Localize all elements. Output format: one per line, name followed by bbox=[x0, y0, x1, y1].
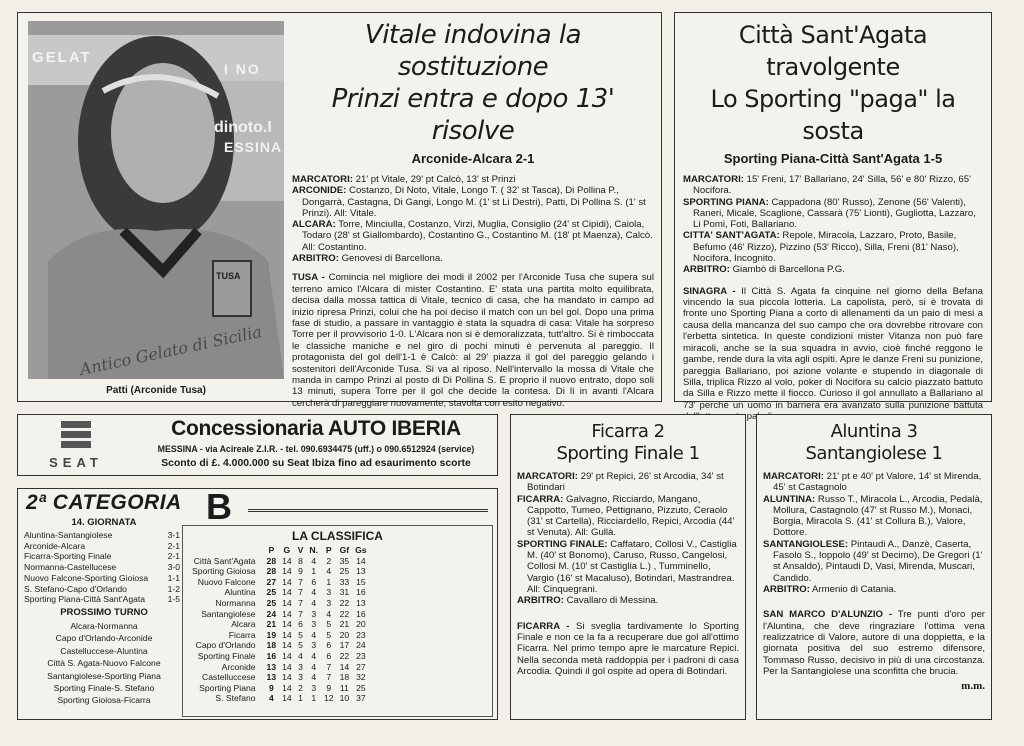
standings-value: 19 bbox=[266, 629, 277, 640]
lineup-label: ARBITRO: bbox=[763, 583, 810, 595]
lineup-label: ARBITRO: bbox=[517, 595, 564, 607]
result-score: 3-1 bbox=[167, 530, 180, 540]
standings-value: 4 bbox=[311, 587, 317, 598]
standings-value: 15 bbox=[356, 576, 366, 587]
standings-value: 2 bbox=[326, 555, 332, 566]
article-body bbox=[517, 621, 739, 678]
standings-team: Nuovo Falcone bbox=[197, 576, 256, 587]
lineup-text: 29' pt Repici, 26' st Arcodia, 34' st Botindari bbox=[527, 471, 724, 494]
standings-value: 7 bbox=[298, 576, 303, 587]
standings-value: 16 bbox=[266, 650, 277, 661]
standings-value: 22 bbox=[339, 650, 350, 661]
standings-value: 7 bbox=[298, 587, 303, 598]
seat-logo-text: SEAT bbox=[49, 455, 103, 470]
lineup-label: ARCONIDE: bbox=[292, 185, 347, 197]
standings-value: 24 bbox=[356, 640, 366, 651]
standings-value: 9 bbox=[326, 682, 332, 693]
lineup-label: SPORTING FINALE: bbox=[517, 538, 608, 550]
result-match: S. Stefano-Capo d'Orlando bbox=[24, 583, 127, 594]
standings-value: 14 bbox=[282, 693, 292, 704]
result-row bbox=[24, 584, 180, 595]
lineup-line bbox=[292, 219, 654, 253]
standings-value: 27 bbox=[356, 661, 366, 672]
standings-value: 14 bbox=[356, 555, 366, 566]
result-row bbox=[24, 594, 180, 605]
lineup-line bbox=[292, 174, 654, 185]
next-round-match: Sporting Gioiosa-Ficarra bbox=[57, 695, 151, 706]
article-body bbox=[683, 286, 983, 423]
standings-row bbox=[189, 640, 370, 651]
lineup-text: 21' pt e 40' pt Valore, 14' st Mirenda, 45' st Castagnolo bbox=[773, 471, 982, 494]
standings-value: 14 bbox=[282, 587, 292, 598]
categoria-b-panel bbox=[17, 488, 498, 720]
standings-value: 4 bbox=[326, 608, 332, 619]
standings-value: 14 bbox=[282, 629, 292, 640]
standings-value: 14 bbox=[282, 555, 292, 566]
standings-value: 21 bbox=[339, 619, 350, 630]
dateline: FICARRA - bbox=[517, 620, 570, 632]
lineup-text: Cappadona (80' Russo), Zenone (56' Valenti), Raneri, Micale, Scaglione, Cassarà (75' Lionti), Gugliotta, Lazzaro, Li Pomi, Foti, Ballariano. bbox=[693, 196, 976, 231]
lineup-line bbox=[763, 494, 985, 539]
standings-team: Sporting Gioiosa bbox=[192, 566, 256, 577]
article-body bbox=[763, 609, 985, 677]
standings-value: 13 bbox=[266, 672, 277, 683]
standings-value: 13 bbox=[356, 597, 366, 608]
standings-team: Ficarra bbox=[228, 629, 256, 640]
lineup-label: MARCATORI: bbox=[763, 471, 824, 482]
lineup-label: ARBITRO: bbox=[683, 264, 730, 276]
standings-value: 18 bbox=[339, 672, 350, 683]
standings-row bbox=[189, 672, 370, 683]
standings-row bbox=[189, 651, 370, 662]
lineup-label: MARCATORI: bbox=[517, 471, 578, 482]
lineup-text: Armenio di Catania. bbox=[809, 583, 897, 595]
photo-text-top: GELAT bbox=[32, 49, 92, 66]
standings-row bbox=[189, 609, 370, 620]
article-body bbox=[292, 272, 654, 409]
result-match: Sporting Piana-Città Sant'Agata bbox=[24, 594, 146, 605]
dateline: SAN MARCO D'ALUNZIO - bbox=[763, 609, 893, 621]
standings-value: 31 bbox=[339, 587, 350, 598]
standings-value: 11 bbox=[339, 682, 349, 693]
lineup-label: SPORTING PIANA: bbox=[683, 196, 769, 208]
lineup-label: ALCARA: bbox=[292, 219, 336, 231]
result-row bbox=[24, 541, 180, 552]
standings-value: 6 bbox=[311, 576, 317, 587]
advertisement-auto-iberia bbox=[17, 414, 498, 476]
standings-team: Normanna bbox=[215, 597, 256, 608]
standings-value: 3 bbox=[311, 619, 317, 630]
lineup-text: Pintaudi A., Danzè, Caserta, Fasolo S., Ioppolo (49' st Decimo), De Gregori (1' st Ansaldo), Pintaudi D, Vasi, Mirenda, Muscari, Candido. bbox=[773, 538, 983, 584]
categoria-letter: B bbox=[206, 486, 232, 527]
standings-value: 3 bbox=[326, 597, 332, 608]
standings-value: 4 bbox=[268, 693, 274, 704]
standings-value: 28 bbox=[266, 555, 277, 566]
standings-value: 22 bbox=[339, 597, 350, 608]
photo-text-top-right: I NO bbox=[224, 61, 261, 77]
standings-value: 18 bbox=[266, 640, 277, 651]
body-text: Tre punti d'oro per l'Aluntina, che deve ringraziare l'ottima vena realizzatrice di Valore, autore di una doppietta, e la giornata positiva del suo estremo difensore, Tommaso Russo, decisivo in più di una circostanza. Per la Santangiolese una sconfitta che brucia. bbox=[763, 609, 985, 678]
headline-line1: Aluntina 3 bbox=[830, 421, 918, 442]
body-text: Si sveglia tardivamente lo Sporting Finale e non ce la fa a recuperare due gol all'ottimo Ficarra. Nel primo tempo apre le marcature Repici. Nella seconda metà raddoppia per i padroni di casa Arcodia. Quindi il gol ospite ad opera di Botindari. bbox=[517, 620, 739, 678]
standings-value: 4 bbox=[311, 629, 317, 640]
lineup-block bbox=[683, 174, 983, 276]
standings-row bbox=[189, 598, 370, 609]
standings-value: 4 bbox=[311, 661, 317, 672]
standings-value: 5 bbox=[298, 629, 303, 640]
standings-value: 14 bbox=[282, 619, 292, 630]
standings-value: 10 bbox=[339, 693, 350, 704]
standings-value: 13 bbox=[356, 566, 366, 577]
standings-row bbox=[189, 566, 370, 577]
standings-value: 7 bbox=[326, 661, 332, 672]
next-round-match: Alcara-Normanna bbox=[70, 621, 138, 631]
lineup-block bbox=[763, 471, 985, 595]
standings-value: 21 bbox=[266, 619, 277, 630]
ad-offer: Sconto di £. 4.000.000 su Seat Ibiza fino ad esaurimento scorte bbox=[161, 458, 471, 469]
standings-value: 13 bbox=[266, 661, 277, 672]
lineup-label: CITTA' SANT'AGATA: bbox=[683, 230, 780, 242]
lineup-line bbox=[517, 539, 739, 595]
standings-team: S. Stefano bbox=[215, 693, 256, 704]
standings-value: 23 bbox=[356, 650, 366, 661]
standings-row bbox=[189, 577, 370, 588]
standings-value: 14 bbox=[282, 650, 292, 661]
lineup-line bbox=[517, 494, 739, 539]
body-text: Comincia nel migliore dei modi il 2002 per l'Arconide Tusa che supera sul terreno amico l'Alcara di mister Costantino. E' stata una partita molto equilibrata, decisa dalla mossa tattica di Vitale, tecnico di casa, che ha mandato in campo ad inizio ripresa Prinzi, colui che ha poi deciso il match con un bel gol. Dopo una prima fase di studio, a passare in vantaggio è stata la squadra di casa: Vitale ha sorpreso Torre per il provvisorio 1-0. L'Alcara non si è demoralizzata, tutt'altro. Si è rimboccata le classiche maniche e nel giro di pochi minuti è pervenuta al pareggio. Il protagonista del gol dell'1-1 è Calcò: al 29' piazza il gol del pareggio gelando i sostenitori dell'Arconide Tusa. Si va al riposo. Nell'intervallo la mossa di Vitale che manda in campo Prinzi al posto di Di Pollina S. E proprio il nuovo entrato, dopo soli 13 minuti, supera Torre per il gol che decide la contesa. Di lì in avanti l'Alcara cercherà di pareggiare nuovamente, stavolta con esito negativo. bbox=[292, 272, 654, 409]
lineup-line bbox=[763, 539, 985, 584]
lineup-line bbox=[292, 253, 654, 264]
standings-row bbox=[189, 662, 370, 673]
player-photo bbox=[28, 21, 284, 379]
result-row bbox=[24, 573, 180, 584]
standings-value: 7 bbox=[298, 597, 303, 608]
standings-header: Gf bbox=[339, 545, 350, 555]
dateline: TUSA - bbox=[292, 272, 325, 284]
standings-value: 22 bbox=[339, 608, 350, 619]
standings-value: 14 bbox=[282, 597, 292, 608]
article-sporting-piana bbox=[674, 12, 992, 411]
lineup-text: Torre, Minciulla, Costanzo, Virzi, Muglia, Consiglio (24' st Cipidi), Caiola, Todaro (28' st Giallombardo), Costantino G., Costantino M. (18' pt Maenza), Calcò. All: Costantino. bbox=[302, 219, 653, 253]
categoria-title: 2ª CATEGORIA bbox=[26, 491, 182, 514]
standings-row bbox=[189, 619, 370, 630]
lineup-text: Cavallaro di Messina. bbox=[563, 595, 659, 607]
standings-header: G bbox=[283, 545, 291, 555]
standings-value: 8 bbox=[298, 555, 303, 566]
article-content bbox=[292, 19, 654, 427]
standings-value: 25 bbox=[266, 587, 277, 598]
result-score: 1-5 bbox=[167, 594, 180, 605]
standings-value: 7 bbox=[326, 672, 332, 683]
lineup-text: Galvagno, Ricciardo, Mangano, Cappotto, Tumeo, Pettignano, Pizzuto, Ceraolo (31' st Cartella), Ricciardello, Repici, Arcodia (44' st Venuta). All: Gullà. bbox=[527, 493, 735, 539]
standings-value: 1 bbox=[298, 693, 303, 704]
standings-value: 1 bbox=[311, 693, 317, 704]
standings-value: 4 bbox=[311, 555, 317, 566]
lineup-text: Caffataro, Collosi V., Castiglia M. (40' st Bonomo), Caruso, Russo, Cangelosi, Collosi M. (10' st Castiglia L.) , Tumminello, Vargio (16' st Macaluso), Botindari, Mastrandrea. All: Cinquegrani. bbox=[527, 538, 737, 595]
lineup-line bbox=[763, 471, 985, 494]
lineup-text: Genovesi di Barcellona. bbox=[338, 253, 443, 265]
standings-header-team bbox=[189, 545, 264, 556]
headline-line1: Ficarra 2 bbox=[591, 421, 665, 442]
photo-text-mid2: ESSINA bbox=[224, 139, 283, 155]
standings-value: 24 bbox=[266, 608, 277, 619]
standings-header: P bbox=[268, 545, 275, 555]
standings-box bbox=[182, 525, 493, 717]
lineup-line bbox=[763, 584, 985, 595]
standings-team: Capo d'Orlando bbox=[195, 640, 256, 651]
standings-value: 14 bbox=[282, 661, 292, 672]
next-round-match: Castelluccese-Aluntina bbox=[60, 645, 148, 656]
standings-team: Città Sant'Agata bbox=[193, 555, 256, 566]
standings-value: 3 bbox=[326, 587, 332, 598]
standings-value: 14 bbox=[282, 672, 292, 683]
result-row bbox=[24, 562, 180, 573]
author-signature: m.m. bbox=[961, 679, 985, 692]
lineup-block bbox=[517, 471, 739, 607]
result-score: 2-1 bbox=[167, 540, 180, 551]
result-row bbox=[24, 551, 180, 562]
standings-value: 1 bbox=[326, 576, 332, 587]
lineup-label: FICARRA: bbox=[517, 493, 564, 505]
standings-table bbox=[189, 545, 370, 704]
standings-value: 12 bbox=[324, 693, 334, 704]
result-score: 1-2 bbox=[167, 583, 180, 594]
standings-value: 6 bbox=[326, 640, 332, 651]
lineup-line bbox=[517, 471, 739, 494]
result-match: Aluntina-Santangiolese bbox=[24, 530, 113, 540]
standings-value: 14 bbox=[282, 640, 292, 651]
standings-value: 2 bbox=[298, 682, 303, 693]
standings-row bbox=[189, 587, 370, 598]
lineup-text: Giambò di Barcellona P.G. bbox=[729, 264, 845, 276]
standings-value: 5 bbox=[326, 629, 332, 640]
standings-value: 3 bbox=[311, 640, 317, 651]
standings-value: 6 bbox=[298, 619, 303, 630]
standings-value: 4 bbox=[311, 672, 317, 683]
standings-value: 3 bbox=[298, 672, 303, 683]
standings-value: 27 bbox=[266, 576, 277, 587]
next-round-match: Capo d'Orlando-Arconide bbox=[55, 633, 153, 644]
standings-team: Arconide bbox=[221, 661, 256, 672]
match-score: Sporting Piana-Città Sant'Agata 1-5 bbox=[723, 151, 943, 166]
standings-value: 20 bbox=[339, 629, 350, 640]
result-row bbox=[24, 530, 180, 541]
lineup-label: MARCATORI: bbox=[683, 174, 744, 185]
lineup-line bbox=[683, 197, 983, 231]
headline-line2: Santangiolese 1 bbox=[805, 443, 943, 464]
lineup-line bbox=[683, 174, 983, 197]
standings-value: 17 bbox=[339, 640, 350, 651]
result-match: Nuovo Falcone-Sporting Gioiosa bbox=[24, 572, 149, 583]
standings-value: 25 bbox=[266, 597, 277, 608]
standings-team: Santangiolese bbox=[201, 608, 256, 619]
headline-line2: Lo Sporting "paga" la sosta bbox=[710, 85, 956, 145]
standings-value: 5 bbox=[326, 619, 332, 630]
standings-header: P bbox=[325, 545, 332, 555]
photo-badge-text: TUSA bbox=[216, 271, 241, 281]
standings-team: Sporting Finale bbox=[197, 650, 256, 661]
standings-value: 7 bbox=[298, 608, 303, 619]
standings-value: 4 bbox=[326, 566, 332, 577]
standings-value: 16 bbox=[356, 587, 366, 598]
standings-value: 3 bbox=[311, 608, 317, 619]
standings-row bbox=[189, 630, 370, 641]
headline-line2: Sporting Finale 1 bbox=[556, 443, 700, 464]
lineup-text: 15' Freni, 17' Ballariano, 24' Silla, 56' e 80' Rizzo, 65' Nocifora. bbox=[693, 174, 971, 197]
ad-address: MESSINA - via Acireale Z.I.R. - tel. 090.6934475 (uff.) o 090.6512924 (service) bbox=[157, 444, 475, 454]
standings-value: 25 bbox=[356, 682, 366, 693]
standings-value: 14 bbox=[282, 576, 292, 587]
standings-team: Sporting Piana bbox=[199, 682, 256, 693]
standings-value: 4 bbox=[298, 650, 303, 661]
lineup-line bbox=[292, 185, 654, 219]
dateline: SINAGRA - bbox=[683, 285, 736, 297]
standings-value: 14 bbox=[282, 608, 292, 619]
next-round-match: Città S. Agata-Nuovo Falcone bbox=[47, 658, 161, 669]
lineup-text: Russo T., Miracola L., Arcodia, Pedalà, Mollura, Castagnolo (47' st Russo M.), Monaci, Borgia, Miracola S. (41' st Collura B.), Valore, Dottore. bbox=[773, 493, 983, 539]
standings-header: N. bbox=[309, 545, 318, 555]
results-list bbox=[24, 530, 180, 605]
standings-value: 25 bbox=[339, 566, 350, 577]
lineup-text: 21' pt Vitale, 29' pt Calcò, 13' st Prinzi bbox=[352, 174, 516, 185]
standings-value: 3 bbox=[298, 661, 303, 672]
lineup-text: Repole, Miracola, Lazzaro, Proto, Basile, Befumo (46' Rizzo), Pizzino (53' Ricco), Silla, Freni (81' Naso), Nocifora, Incognito. bbox=[693, 230, 959, 265]
result-match: Normanna-Castellucese bbox=[24, 562, 117, 573]
standings-title: LA CLASSIFICA bbox=[292, 529, 383, 543]
match-score: Arconide-Alcara 2-1 bbox=[411, 151, 535, 166]
standings-value: 14 bbox=[282, 682, 292, 693]
article-ficarra bbox=[510, 414, 746, 720]
body-text: Il Città S. Agata fa cinquine nel giorno della Befana vincendo la sua piccola lotteria. La capolista, però, si è trovata di fronte uno Sporting Piana a corto di allenamenti da un paio di mesi a causa della mancanza del suo campo che ora dovrebbe ritrovare con l'erbetta sintetica. In queste condizioni mister Vitanza non può fare miracoli, anche se la sua squadra in avvio, cioè finché reggono le gambe, rende dura la vita agli ospiti. Apre le danze Freni su punizione, pareggia Ballariano, poi azione volante e stupendo in diagonale di Silla, triplica Rizzo al volo, poker di Nocifora su calcio piazzato battuto da Silla e Rizzo mette il fiocco. Curioso il gol annullato a Ballariano al 73' perché un uomo in barriera era avanzato sulla punizione battuta bbox=[683, 285, 984, 411]
standings-header: Gs bbox=[355, 545, 367, 555]
standings-value: 3 bbox=[311, 682, 317, 693]
standings-value: 20 bbox=[356, 619, 366, 630]
standings-value: 6 bbox=[326, 650, 332, 661]
categoria-rule bbox=[248, 509, 488, 512]
standings-value: 9 bbox=[268, 682, 274, 693]
result-score: 2-1 bbox=[167, 551, 180, 562]
lineup-label: SANTANGIOLESE: bbox=[763, 538, 849, 550]
standings-value: 14 bbox=[282, 566, 292, 577]
standings-row bbox=[189, 556, 370, 567]
article-aluntina bbox=[756, 414, 992, 720]
standings-row bbox=[189, 693, 370, 704]
standings-value: 23 bbox=[356, 629, 366, 640]
photo-text-mid: dinoto.I bbox=[214, 119, 272, 136]
standings-team: Alcara bbox=[231, 619, 256, 630]
lineup-label: ARBITRO: bbox=[292, 253, 339, 265]
next-round-title: PROSSIMO TURNO bbox=[60, 607, 148, 618]
article-arconide-alcara bbox=[17, 12, 662, 409]
headline-line1: Vitale indovina la sostituzione bbox=[364, 20, 582, 82]
photo-shirt-text: Antico Gelato di Sicilia bbox=[78, 321, 264, 379]
lineup-line bbox=[517, 595, 739, 606]
standings-row bbox=[189, 683, 370, 694]
photo-caption: Patti (Arconide Tusa) bbox=[106, 385, 206, 396]
standings-header: V bbox=[297, 545, 304, 555]
standings-value: 37 bbox=[356, 693, 366, 704]
next-round-match: Santangiolese-Sporting Piana bbox=[47, 670, 161, 681]
headline-line1: Città Sant'Agata travolgente bbox=[738, 21, 928, 81]
lineup-label: ALUNTINA: bbox=[763, 493, 816, 505]
result-score: 1-1 bbox=[167, 572, 180, 583]
result-score: 3-0 bbox=[167, 562, 180, 573]
next-round-list bbox=[26, 620, 182, 707]
standings-value: 14 bbox=[339, 661, 350, 672]
standings-value: 4 bbox=[311, 597, 317, 608]
standings-value: 28 bbox=[266, 566, 277, 577]
giornata-title: 14. GIORNATA bbox=[71, 517, 137, 528]
standings-value: 1 bbox=[311, 566, 317, 577]
standings-value: 5 bbox=[298, 640, 303, 651]
lineup-line bbox=[683, 230, 983, 264]
result-match: Arconide-Alcara bbox=[24, 540, 86, 551]
ad-title: Concessionaria AUTO IBERIA bbox=[171, 417, 461, 440]
lineup-line bbox=[683, 264, 983, 275]
standings-value: 32 bbox=[356, 672, 366, 683]
lineup-block bbox=[292, 174, 654, 264]
standings-team: Aluntina bbox=[224, 587, 256, 598]
result-match: Ficarra-Sporting Finale bbox=[24, 551, 112, 562]
lineup-text: Costanzo, Di Noto, Vitale, Longo T. ( 32' st Tasca), Di Pollina P., Dongarrà, Castagna, Di Gangi, Longo M. (1' st Li Destri), Patti, Di Pollina S. (1' st Prinzi). All: Vitale. bbox=[302, 185, 646, 219]
standings-value: 16 bbox=[356, 608, 366, 619]
standings-value: 4 bbox=[311, 650, 317, 661]
standings-value: 35 bbox=[339, 555, 350, 566]
standings-value: 9 bbox=[298, 566, 303, 577]
standings-team: Castelluccese bbox=[202, 672, 256, 683]
next-round-match: Sporting Finale-S. Stefano bbox=[53, 683, 155, 694]
lineup-label: MARCATORI: bbox=[292, 174, 353, 185]
headline-line2: Prinzi entra e dopo 13' risolve bbox=[331, 84, 615, 146]
standings-value: 33 bbox=[339, 576, 350, 587]
